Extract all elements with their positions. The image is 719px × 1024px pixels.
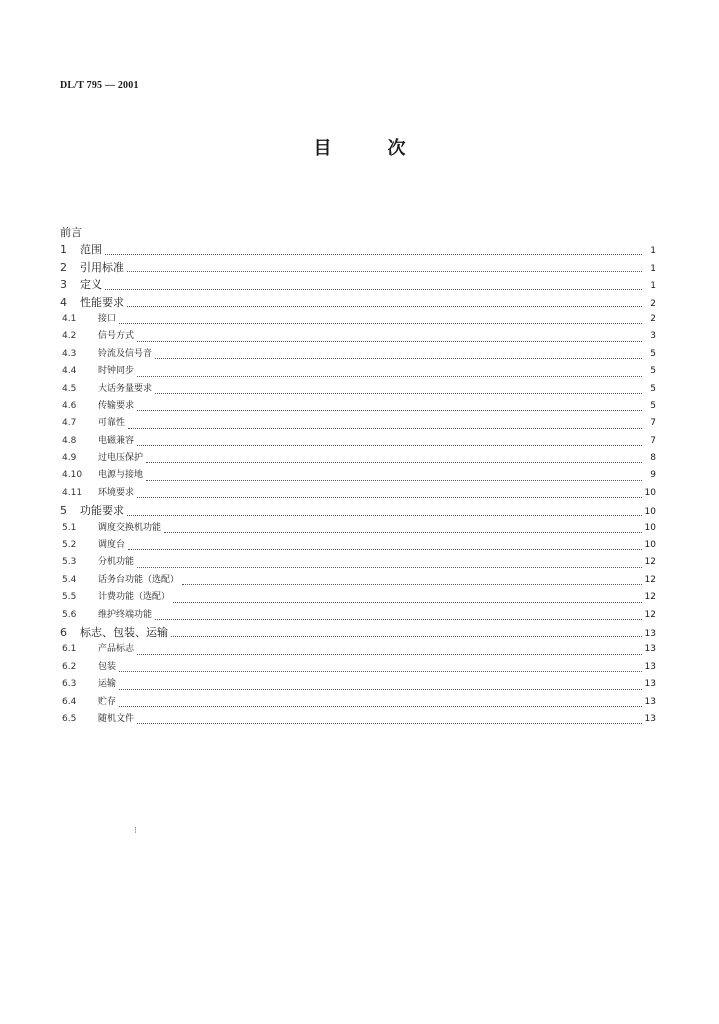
toc-entry-number: 3 (60, 278, 67, 292)
toc-entry-number: 4.9 (62, 453, 77, 464)
toc-entry-number: 4.6 (62, 400, 77, 411)
toc-entry-number: 5.1 (62, 522, 77, 533)
toc-entry-page: 13 (644, 713, 656, 724)
toc-leader-dots (105, 289, 642, 290)
toc-entry-page: 5 (650, 366, 656, 377)
toc-entry-label: 可靠性 (98, 418, 126, 429)
toc-entry-label: 计费功能（选配） (98, 592, 171, 603)
toc-leader-dots (119, 323, 642, 324)
toc-leader-dots (137, 410, 642, 411)
toc-entry[interactable] (60, 363, 656, 380)
toc-entry-page: 7 (650, 418, 656, 429)
toc-entry-page: 13 (644, 644, 656, 655)
toc-entry-page: 9 (650, 470, 656, 481)
toc-entry[interactable] (60, 346, 656, 363)
toc-entry[interactable] (60, 641, 656, 658)
toc-entry-label: 随机文件 (98, 713, 135, 724)
toc-leader-dots (119, 671, 642, 672)
scan-mark: ⁝ (134, 826, 137, 836)
toc-entry-page: 1 (650, 246, 656, 257)
toc-leader-dots (128, 549, 642, 550)
document-code: DL/T 795 — 2001 (60, 80, 139, 91)
toc-leader-dots (146, 462, 642, 463)
toc-entry-label: 过电压保护 (98, 453, 144, 464)
toc-entry[interactable] (60, 259, 656, 276)
toc-leader-dots (155, 358, 642, 359)
toc-entry-label: 范围 (80, 243, 102, 257)
toc-entry-page: 12 (644, 592, 656, 603)
toc-entry[interactable] (60, 450, 656, 467)
toc-entry-number: 4.10 (62, 470, 83, 481)
toc-entry-label: 大话务量要求 (98, 383, 153, 394)
toc-entry[interactable] (60, 294, 656, 311)
toc-entry-label: 时钟同步 (98, 366, 135, 377)
toc-entry-page: 1 (650, 281, 656, 292)
toc-entry[interactable] (60, 659, 656, 676)
toc-entry-number: 4.11 (62, 487, 83, 498)
toc-entry-page: 12 (644, 574, 656, 585)
title-char-1: 目 (313, 138, 332, 159)
toc-entry-number: 2 (60, 260, 67, 274)
toc-entry-label: 包装 (98, 661, 117, 672)
toc-entry-number: 5.5 (62, 592, 77, 603)
toc-entry-number: 5.4 (62, 574, 77, 585)
toc-entry-label: 产品标志 (98, 644, 135, 655)
toc-entry-page: 3 (650, 331, 656, 342)
toc-leader-dots (105, 254, 642, 255)
toc-entry[interactable] (60, 537, 656, 554)
toc-entry-label: 调度台 (98, 540, 126, 551)
toc-entry-number: 6 (60, 625, 67, 639)
toc-entry-page: 1 (650, 263, 656, 274)
toc-entry[interactable] (60, 433, 656, 450)
toc-entry-page: 10 (644, 507, 656, 518)
toc-leader-dots (173, 602, 642, 603)
toc-entry-number: 5 (60, 504, 67, 518)
toc-leader-dots (119, 706, 642, 707)
toc-entry-label: 话务台功能（选配） (98, 574, 180, 585)
toc-entry-number: 6.4 (62, 696, 77, 707)
toc-entry-page: 13 (644, 628, 656, 639)
toc-leader-dots (182, 584, 642, 585)
toc-entry-label: 铃流及信号音 (98, 348, 153, 359)
toc-entry-page: 13 (644, 661, 656, 672)
toc-entry-label: 性能要求 (80, 295, 124, 309)
toc-entry[interactable] (60, 711, 656, 728)
toc-entry-label: 环境要求 (98, 487, 135, 498)
toc-leader-dots (155, 619, 642, 620)
toc-entry-page: 12 (644, 609, 656, 620)
toc-entry-number: 4.7 (62, 418, 77, 429)
toc-entry[interactable] (60, 589, 656, 606)
toc-entry[interactable] (60, 694, 656, 711)
toc-entry-label: 电源与接地 (98, 470, 144, 481)
toc-entry-page: 10 (644, 487, 656, 498)
toc-entry-number: 6.3 (62, 679, 77, 690)
toc-entry-number: 6.5 (62, 713, 77, 724)
toc-entry-label: 功能要求 (80, 504, 124, 518)
toc-entry-page: 12 (644, 557, 656, 568)
toc-entry-number: 4 (60, 295, 67, 309)
toc-entry-number: 4.2 (62, 331, 77, 342)
toc-entry-label: 运输 (98, 679, 117, 690)
toc-entry-page: 8 (650, 453, 656, 464)
toc-entry[interactable] (60, 381, 656, 398)
toc-entry-page: 2 (650, 298, 656, 309)
toc-leader-dots (137, 723, 642, 724)
toc-entry-number: 6.2 (62, 661, 77, 672)
toc-entry-label: 调度交换机功能 (98, 522, 162, 533)
toc-entry[interactable] (60, 485, 656, 502)
toc-leader-dots (137, 341, 642, 342)
toc-leader-dots (155, 393, 642, 394)
toc-entry-page: 5 (650, 400, 656, 411)
toc-entry-number: 5.6 (62, 609, 77, 620)
toc-entry[interactable] (60, 241, 656, 258)
toc-entry-number: 4.5 (62, 383, 77, 394)
toc-entry-label: 标志、包装、运输 (80, 625, 168, 639)
toc-entry[interactable] (60, 607, 656, 624)
toc-entry-page: 5 (650, 348, 656, 359)
table-of-contents (60, 224, 656, 728)
toc-entry-label: 维护终端功能 (98, 609, 153, 620)
toc-leader-dots (127, 306, 642, 307)
toc-entry-number: 1 (60, 243, 67, 257)
toc-entry-label: 接口 (98, 313, 117, 324)
toc-entry-label: 定义 (80, 278, 102, 292)
toc-entry[interactable] (60, 415, 656, 432)
toc-entry[interactable] (60, 398, 656, 415)
toc-leader-dots (137, 497, 642, 498)
toc-entry[interactable] (60, 502, 656, 519)
toc-entry-number: 4.1 (62, 313, 77, 324)
toc-entry[interactable] (60, 624, 656, 641)
toc-entry-page: 2 (650, 313, 656, 324)
toc-entry-page: 5 (650, 383, 656, 394)
toc-entry-number: 5.2 (62, 540, 77, 551)
toc-entry-label: 贮存 (98, 696, 117, 707)
toc-entry-page: 10 (644, 540, 656, 551)
toc-leader-dots (128, 428, 642, 429)
toc-entry[interactable] (60, 328, 656, 345)
toc-entry[interactable] (60, 554, 656, 571)
toc-entry-number: 4.4 (62, 366, 77, 377)
page-title (0, 134, 719, 160)
toc-leader-dots (127, 271, 642, 272)
toc-leader-dots (119, 689, 642, 690)
toc-entry-page: 13 (644, 696, 656, 707)
toc-entry[interactable] (60, 520, 656, 537)
toc-entry-label: 前言 (60, 226, 82, 239)
toc-entry-number: 6.1 (62, 644, 77, 655)
toc-entry-label: 电磁兼容 (98, 435, 135, 446)
toc-leader-dots (146, 480, 642, 481)
toc-entry-page: 10 (644, 522, 656, 533)
toc-leader-dots (171, 636, 642, 637)
toc-entry-label: 分机功能 (98, 557, 135, 568)
toc-entry[interactable] (60, 676, 656, 693)
toc-entry-page: 7 (650, 435, 656, 446)
toc-entry-label: 引用标准 (80, 260, 124, 274)
toc-entry-number: 4.8 (62, 435, 77, 446)
toc-leader-dots (137, 376, 642, 377)
toc-entry[interactable] (60, 224, 656, 241)
toc-leader-dots (137, 567, 642, 568)
toc-leader-dots (127, 515, 642, 516)
toc-entry-label: 信号方式 (98, 331, 135, 342)
toc-leader-dots (164, 532, 642, 533)
toc-entry[interactable] (60, 467, 656, 484)
toc-entry[interactable] (60, 276, 656, 293)
toc-entry-number: 4.3 (62, 348, 77, 359)
toc-entry-number: 5.3 (62, 557, 77, 568)
toc-entry[interactable] (60, 572, 656, 589)
toc-entry-page: 13 (644, 679, 656, 690)
toc-leader-dots (137, 445, 642, 446)
title-char-2: 次 (387, 138, 406, 159)
toc-entry-label: 传输要求 (98, 400, 135, 411)
toc-entry[interactable] (60, 311, 656, 328)
toc-leader-dots (137, 654, 642, 655)
